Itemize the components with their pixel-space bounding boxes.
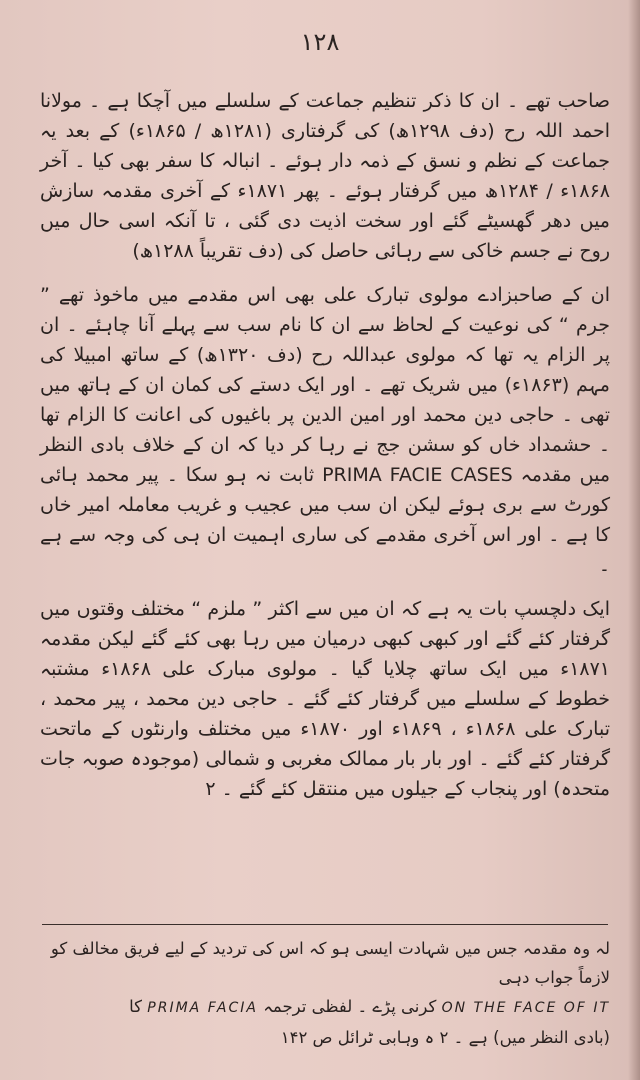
footnote-line-3: (بادی النظر میں) ہے ۔ ۲ ہ وہابی ٹرائل ص ۱۴۲	[280, 1028, 610, 1047]
paragraph-1: صاحب تھے ۔ ان کا ذکر تنظیم جماعت کے سلسلے میں آچکا ہے ۔ مولانا احمد اللہ رح (دف ۱۲۹۸ھ) کی گرفتاری (۱۲۸۱ھ / ۱۸۶۵ء) کے بعد یہ جماعت کے نظم و نسق کے ذمہ دار ہوئے ۔ انبالہ کا سفر بھی کیا ۔ آخر ۱۸۶۸ء / ۱۲۸۴ھ میں گرفتار ہوئے ۔ پھر ۱۸۷۱ء کے آخری مقدمہ سازش میں دھر گھسیٹے گئے اور سخت اذیت دی گئی ، تا آنکہ اسی حال میں روح نے جسم خاکی سے رہائی حاصل کی (دف تقریباً ۱۲۸۸ھ)	[40, 90, 610, 262]
page-number: ۱۲۸	[300, 28, 340, 56]
paragraph-2: ان کے صاحبزادے مولوی تبارک علی بھی اس مقدمے میں ماخوذ تھے ” جرم “ کی نوعیت کے لحاظ سے ان کا نام سب سے پہلے آنا چاہئے ۔ ان پر الزام یہ تھا کہ مولوی عبداللہ رح (دف ۱۳۲۰ھ) کے ساتھ امبیلا کی مہم (۱۸۶۳ء) میں شریک تھے ۔ اور ایک دستے کی کمان ان کے ہاتھ میں تھی ۔ حاجی دین محمد اور امین الدین پر باغیوں کی اعانت کا الزام تھا ۔ حشمداد خاں کو سشن جج نے رہا کر دیا کہ ان کے خلاف بادی النظر میں مقدمہ PRIMA FACIE CASES ثابت نہ ہو سکا ۔ پیر محمد ہائی کورٹ سے بری ہوئے لیکن ان سب میں عجیب و غریب معاملہ امیر خاں کا ہے ۔ اور اس آخری مقدمے کی ساری اہمیت ان ہی کی وجہ سے ہے ۔	[40, 284, 610, 576]
footnote-line-end: کا	[129, 997, 143, 1016]
footnote-latin-on-the-face: ON THE FACE OF IT	[441, 1000, 610, 1016]
footnote-line-2	[40, 992, 610, 1023]
footnote-line-1: لہ وہ مقدمہ جس میں شہادت ایسی ہو کہ اس کی تردید کے لیے فریق مخالف کو لازماً جواب دہی	[50, 939, 610, 987]
paragraph-3: ایک دلچسپ بات یہ ہے کہ ان میں سے اکثر ” ملزم “ مختلف وقتوں میں گرفتار کئے گئے اور کبھی کبھی درمیان میں رہا بھی کئے گئے لیکن مقدمہ ۱۸۷۱ء میں ایک ساتھ چلایا گیا ۔ مولوی مبارک علی ۱۸۶۸ء مشتبہ خطوط کے سلسلے میں گرفتار کئے گئے ۔ حاجی دین محمد ، پیر محمد ، تبارک علی ۱۸۶۸ء ، ۱۸۶۹ء اور ۱۸۷۰ء میں مختلف وارنٹوں کے ماتحت گرفتار کئے گئے ۔ اور بار بار ممالک مغربی و شمالی (موجودہ صوبہ جات متحدہ) اور پنجاب کے جیلوں میں منتقل کئے گئے ۔ ۲	[40, 598, 611, 800]
footnote-latin-prima-facia: PRIMA FACIA	[147, 1000, 258, 1016]
paragraph-gap	[40, 580, 610, 594]
paragraph-gap	[40, 266, 610, 280]
page-edge-shadow	[628, 0, 640, 1080]
footnote	[40, 934, 610, 1052]
footnote-translation-text: کرنی پڑے ۔ لفظی ترجمہ	[263, 997, 437, 1016]
footnote-divider	[42, 924, 608, 925]
body-text	[40, 86, 610, 804]
